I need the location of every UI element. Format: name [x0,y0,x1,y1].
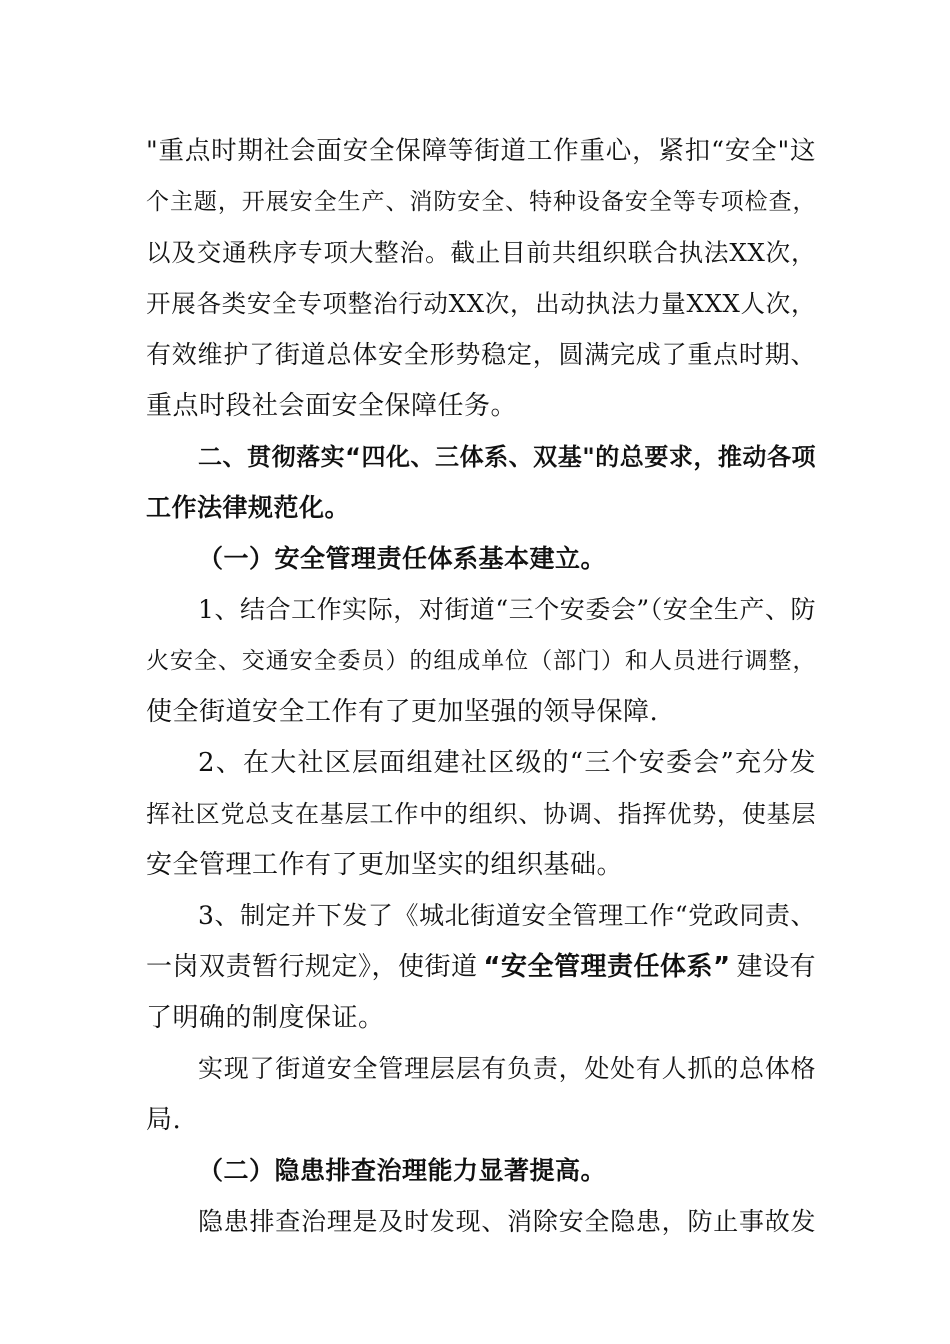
paragraph-text: 建设有 [736,952,816,982]
paragraph-line: "重点时期社会面安全保障等街道工作重心，紧扣“安全"这 [146,136,816,166]
paragraph-line: 有效维护了街道总体安全形势稳定，圆满完成了重点时期、 [146,340,816,369]
paragraph-line: 2、在大社区层面组建社区级的“三个安委会”充分发 [198,748,816,778]
paragraph-line: 开展各类安全专项整治行动XX次，出动执法力量XXX人次， [146,289,816,318]
section-heading: 工作法律规范化。 [146,493,351,522]
paragraph-line: 重点时段社会面安全保障任务。 [146,391,518,421]
paragraph-line: 以及交通秩序专项大整治。截止目前共组织联合执法XX次， [146,238,816,267]
paragraph-line [146,952,816,982]
paragraph-text: 一岗双责暂行规定》，使街道 [146,952,478,982]
paragraph-line: 挥社区党总支在基层工作中的组织、协调、指挥优势，使基层 [146,800,816,828]
emphasis-text: “安全管理责任体系” [483,952,731,982]
paragraph-line: 局. [146,1105,182,1135]
subsection-heading: （二）隐患排查治理能力显著提高。 [198,1156,607,1185]
paragraph-line: 火安全、交通安全委员）的组成单位（部门）和人员进行调整， [146,648,816,674]
paragraph-line: 使全街道安全工作有了更加坚强的领导保障. [146,697,659,727]
paragraph-line: 隐患排查治理是及时发现、消除安全隐患，防止事故发 [198,1207,816,1236]
subsection-heading: （一）安全管理责任体系基本建立。 [198,544,607,573]
paragraph-line: 了明确的制度保证。 [146,1003,385,1033]
paragraph-line: 1、结合工作实际，对街道“三个安委会”（安全生产、防 [198,595,816,624]
paragraph-line: 个主题，开展安全生产、消防安全、特种设备安全等专项检查， [146,189,816,215]
section-heading: 二、贯彻落实“四化、三体系、双基"的总要求，推动各项 [198,443,816,471]
paragraph-line: 安全管理工作有了更加坚实的组织基础。 [146,850,624,880]
paragraph-line: 实现了街道安全管理层层有负责，处处有人抓的总体格 [198,1054,816,1083]
paragraph-line: 3、制定并下发了《城北街道安全管理工作“党政同责、 [198,901,816,930]
